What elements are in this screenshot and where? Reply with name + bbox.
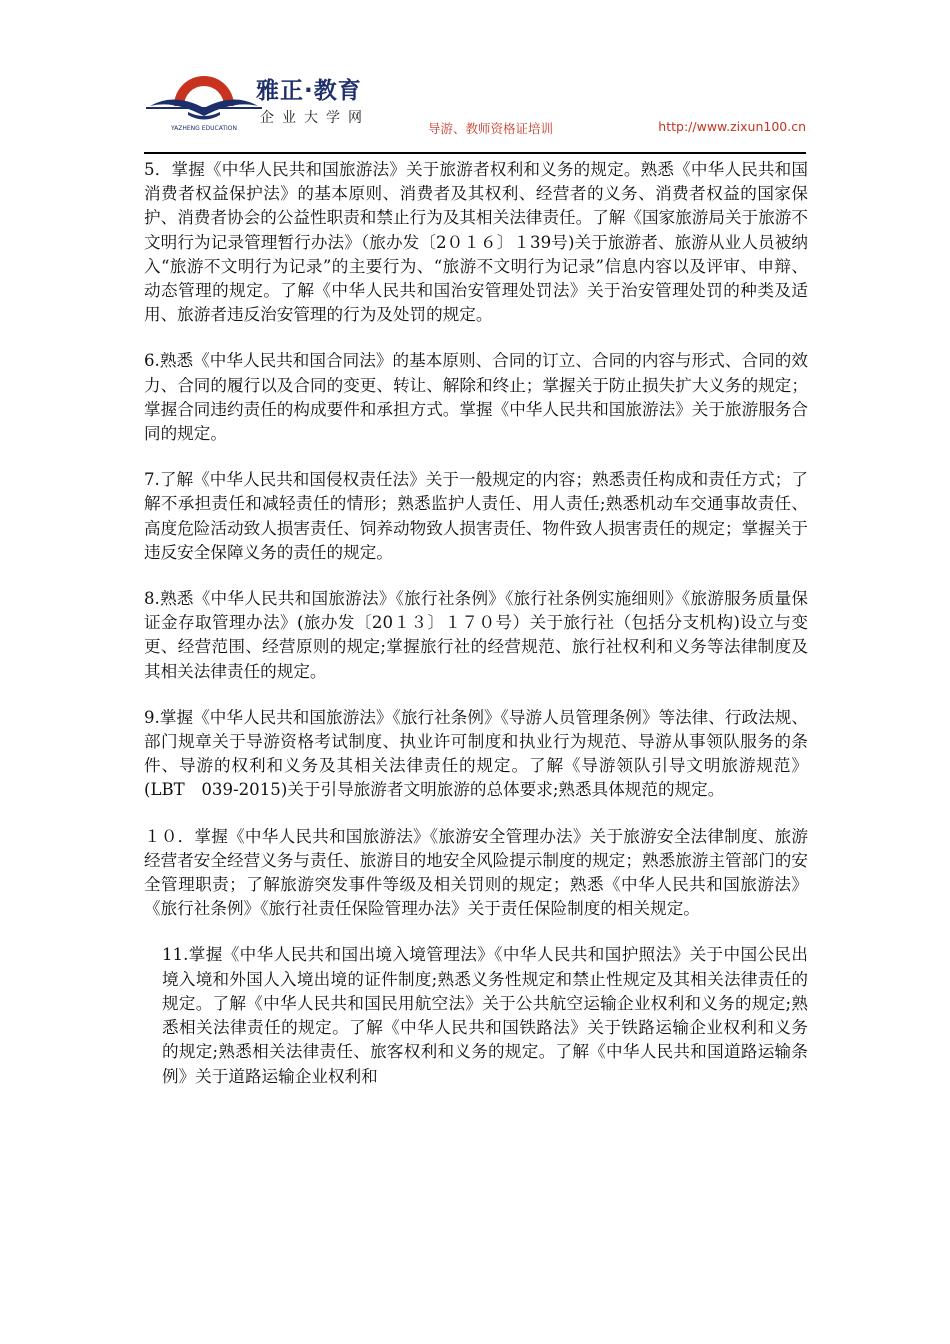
header-tagline: 导游、教师资格证培训 (428, 121, 554, 136)
paragraph-6: 6.熟悉《中华人民共和国合同法》的基本原则、合同的订立、合同的内容与形式、合同的效力、合同的履行以及合同的变更、转让、解除和终止；掌握关于防止损失扩大义务的规定；掌握合同违约责任的构成要件和承担方式。掌握《中华人民共和国旅游法》关于旅游服务合同的规定。 (144, 351, 808, 444)
paragraph-7: 7.了解《中华人民共和国侵权责任法》关于一般规定的内容；熟悉责任构成和责任方式；了解不承担责任和减轻责任的情形；熟悉监护人责任、用人责任;熟悉机动车交通事故责任、高度危险活动致人损害责任、饲养动物致人损害责任、物件致人损害责任的规定；掌握关于违反安全保障义务的责任的规定。 (144, 470, 808, 562)
yazheng-logo-icon (144, 62, 264, 132)
site-url-link[interactable]: http://www.zixun100.cn (658, 119, 806, 134)
brand-name: 雅正·教育 (256, 78, 362, 104)
paragraph-5: 5．掌握《中华人民共和国旅游法》关于旅游者权利和义务的规定。熟悉《中华人民共和国消费者权益保护法》的基本原则、消费者及其权利、经营者的义务、消费者权益的国家保护、消费者协会的公益性职责和禁止行为及其相关法律责任。了解《国家旅游局关于旅游不文明行为记录管理暂行办法》（旅办发〔2０１６〕１39号)关于旅游者、旅游从业人员被纳入“旅游不文明行为记录”的主要行为、“旅游不文明行为记录”信息内容以及评审、申辩、动态管理的规定。了解《中华人民共和国治安管理处罚法》关于治安管理处罚的种类及适用、旅游者违反治安管理的行为及处罚的规定。 (144, 160, 808, 325)
page-header (144, 62, 806, 154)
logo-ring-text: YAZHENG EDUCATION (170, 125, 238, 132)
brand-subtitle: 企业大学网 (260, 110, 370, 126)
paragraph-10: １０．掌握《中华人民共和国旅游法》《旅游安全管理办法》关于旅游安全法律制度、旅游经营者安全经营义务与责任、旅游目的地安全风险提示制度的规定；熟悉旅游主管部门的安全管理职责；了解旅游突发事件等级及相关罚则的规定；熟悉《中华人民共和国旅游法》《旅行社条例》《旅行社责任保险管理办法》关于责任保险制度的相关规定。 (144, 826, 808, 919)
paragraph-8: 8.熟悉《中华人民共和国旅游法》《旅行社条例》《旅行社条例实施细则》《旅游服务质量保证金存取管理办法》(旅办发〔20１３〕１７０号）关于旅行社（包括分支机构)设立与变更、经营范围、经营原则的规定;掌握旅行社的经营规范、旅行社权利和义务等法律制度及其相关法律责任的规定。 (144, 589, 808, 681)
header-divider (144, 152, 806, 154)
paragraph-9: 9.掌握《中华人民共和国旅游法》《旅行社条例》《导游人员管理条例》等法律、行政法规、部门规章关于导游资格考试制度、执业许可制度和执业行为规范、导游从事领队服务的条件、导游的权利和义务及其相关法律责任的规定。了解《导游领队引导文明旅游规范》(LBT 039-2015)关于引导旅游者文明旅游的总体要求;熟悉具体规范的规定。 (144, 707, 808, 800)
paragraph-11: 11.掌握《中华人民共和国出境入境管理法》《中华人民共和国护照法》关于中国公民出境入境和外国人入境出境的证件制度;熟悉义务性规定和禁止性规定及其相关法律责任的规定。了解《中华人民共和国民用航空法》关于公共航空运输企业权利和义务的规定;熟悉相关法律责任的规定。了解《中华人民共和国铁路法》关于铁路运输企业权利和义务的规定;熟悉相关法律责任、旅客权利和义务的规定。了解《中华人民共和国道路运输条例》关于道路运输企业权利和 (162, 945, 808, 1086)
document-body (144, 158, 808, 1111)
